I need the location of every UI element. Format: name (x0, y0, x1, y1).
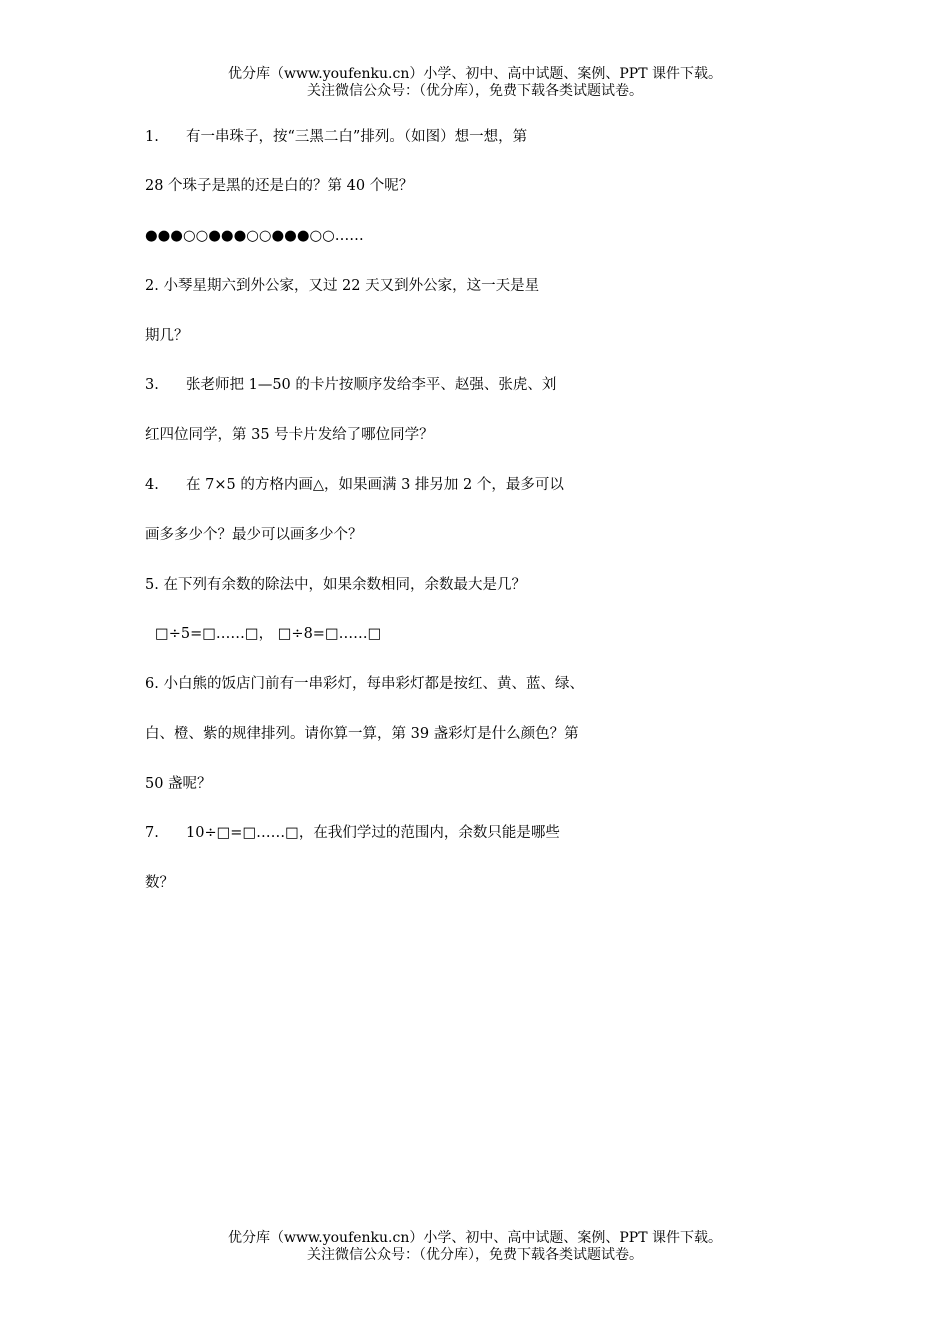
q7-line-1 (145, 824, 560, 842)
q4-line-1 (145, 476, 564, 494)
q3-line-1 (145, 376, 556, 394)
header-line-2: 关注微信公众号：（优分库），免费下载各类试题试卷。 (307, 83, 643, 99)
q4-line-2: 画多多少个？最少可以画多少个？ (145, 527, 363, 543)
q3-number: 3. (145, 377, 159, 393)
q3-text-1: 张老师把 1—50 的卡片按顺序发给李平、赵强、张虎、刘 (186, 377, 557, 393)
q6-line-3: 50 盏呢？ (145, 776, 212, 792)
page-footer (0, 1230, 950, 1264)
q3-line-2: 红四位同学，第 35 号卡片发给了哪位同学？ (145, 427, 434, 443)
q2-line-2: 期几？ (145, 328, 189, 344)
q5-equations: □÷5=□……□， □÷8=□……□ (155, 626, 382, 642)
q1-beads: ●●●○○●●●○○●●●○○…… (145, 228, 364, 244)
q1-text-1: 有一串珠子，按“三黑二白”排列。（如图）想一想，第 (186, 129, 528, 145)
q6-line-1: 6. 小白熊的饭店门前有一串彩灯，每串彩灯都是按红、黄、蓝、绿、 (145, 676, 584, 692)
page-header (0, 66, 950, 100)
q1-line-1 (145, 128, 527, 146)
q7-number: 7. (145, 825, 159, 841)
header-line-1: 优分库（www.youfenku.cn）小学、初中、高中试题、案例、PPT 课件下载。 (227, 66, 722, 82)
footer-line-1: 优分库（www.youfenku.cn）小学、初中、高中试题、案例、PPT 课件下载。 (227, 1230, 722, 1246)
q2-line-1: 2. 小琴星期六到外公家，又过 22 天又到外公家，这一天是星 (145, 278, 540, 294)
q5-line-1: 5. 在下列有余数的除法中，如果余数相同，余数最大是几？ (145, 577, 526, 593)
q6-line-2: 白、橙、紫的规律排列。请你算一算，第 39 盏彩灯是什么颜色？第 (145, 726, 579, 742)
q5-line-2 (145, 625, 381, 643)
footer-line-2: 关注微信公众号：（优分库），免费下载各类试题试卷。 (307, 1247, 643, 1263)
q1-number: 1. (145, 129, 159, 145)
q4-text-1: 在 7×5 的方格内画△，如果画满 3 排另加 2 个，最多可以 (186, 477, 564, 493)
q7-text-1: 10÷□=□……□，在我们学过的范围内，余数只能是哪些 (186, 825, 560, 841)
q4-number: 4. (145, 477, 159, 493)
q1-line-2: 28 个珠子是黑的还是白的？第 40 个呢？ (145, 178, 414, 194)
q7-line-2: 数？ (145, 875, 174, 891)
